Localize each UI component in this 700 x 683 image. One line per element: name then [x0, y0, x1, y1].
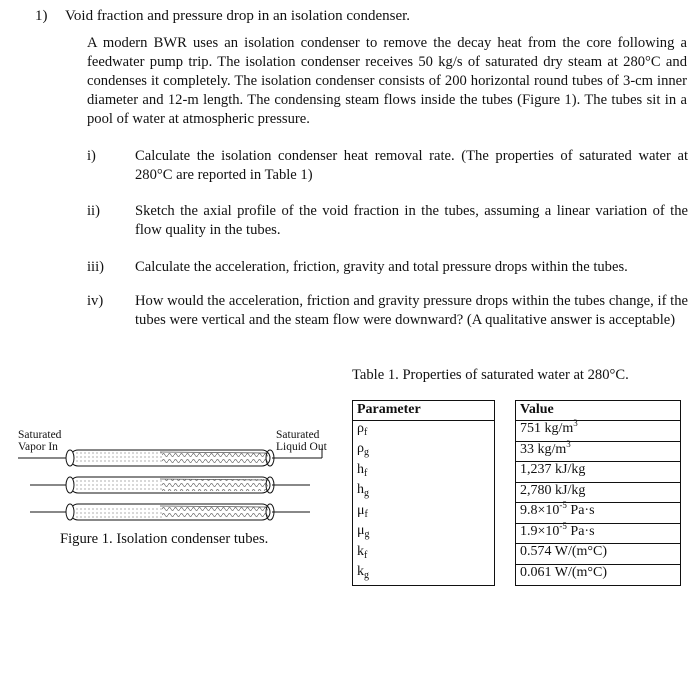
table-row [353, 441, 681, 462]
parameter-cell [353, 523, 495, 544]
parameter-subscript: f [364, 467, 368, 479]
problem-heading [35, 8, 410, 25]
parameter-cell [353, 462, 495, 483]
question-text: Calculate the acceleration, friction, gravity and total pressure drops within the tubes. [135, 259, 628, 275]
parameter-subscript: g [364, 447, 369, 458]
value-text: 1,237 kJ/kg [520, 462, 586, 477]
value-cell [516, 564, 681, 585]
parameter-symbol: ρ [357, 441, 364, 456]
problem-intro: A modern BWR uses an isolation condenser to remove the decay heat from the core following a feedwater pump trip. The isolation condenser receives 50 kg/s of saturated dry steam at 280°C and condenses it completely. The isolation condenser consists of 200 horizontal round tubes of 3-cm inner diameter and 12-m length. The condensing steam flows inside the tubes (Figure 1). The tubes sit in a pool of water at atmospheric pressure. [87, 35, 687, 127]
value-cell [516, 462, 681, 483]
question-label: ii) [87, 203, 100, 219]
parameter-symbol: h [357, 461, 364, 477]
parameter-symbol: k [357, 564, 364, 579]
value-cell [516, 520, 681, 544]
value-cell [516, 500, 681, 524]
condenser-tube [66, 504, 274, 520]
problem-title: Void fraction and pressure drop in an isolation condenser. [65, 8, 411, 24]
parameter-cell [353, 420, 495, 441]
label-line: Vapor In [18, 441, 58, 453]
parameter-cell [353, 441, 495, 462]
table-row [353, 482, 681, 503]
value-text: 1.9×10 [520, 523, 560, 539]
parameter-subscript: g [364, 488, 369, 499]
value-unit: Pa·s [566, 523, 595, 539]
table-row [353, 420, 681, 441]
properties-table [352, 400, 681, 586]
table-header-parameter: Parameter [353, 401, 495, 421]
table-row [353, 523, 681, 544]
label-line: Liquid Out [276, 441, 327, 453]
question-text: Calculate the isolation condenser heat removal rate. (The properties of saturated water at 280°C are reported in Table 1) [135, 148, 688, 183]
parameter-symbol: μ [357, 523, 365, 538]
table-row [353, 544, 681, 565]
value-exponent: -5 [559, 520, 567, 531]
value-cell [516, 482, 681, 503]
value-exponent: -5 [559, 500, 567, 510]
question-label: iii) [87, 259, 105, 275]
parameter-subscript: f [364, 508, 368, 520]
condenser-tube [66, 477, 274, 493]
question-label: i) [87, 148, 96, 164]
parameter-subscript: g [364, 529, 370, 540]
value-cell [516, 438, 681, 462]
parameter-subscript: f [364, 549, 368, 561]
value-text: 33 kg/m [520, 441, 567, 457]
table-row [353, 564, 681, 585]
problem-number: 1) [35, 8, 48, 24]
parameter-subscript: g [364, 570, 369, 581]
value-exponent: 3 [573, 417, 578, 428]
table-row [353, 503, 681, 524]
label-line: Saturated [276, 429, 320, 441]
parameter-cell [353, 564, 495, 585]
question-text: Sketch the axial profile of the void fraction in the tubes, assuming a linear variation of the flow quality in the tubes. [135, 203, 688, 238]
parameter-symbol: k [357, 543, 364, 559]
value-text: 751 kg/m [520, 420, 574, 436]
parameter-subscript: f [364, 426, 368, 438]
parameter-cell [353, 503, 495, 524]
label-line: Saturated [18, 429, 62, 441]
condenser-tubes-figure [0, 440, 340, 525]
value-text: 0.574 W/(m°C) [520, 544, 608, 559]
value-cell [516, 417, 681, 441]
condenser-tube [66, 450, 274, 466]
value-exponent: 3 [566, 438, 571, 449]
table-row [353, 462, 681, 483]
parameter-symbol: ρ [357, 420, 364, 436]
parameter-symbol: h [357, 482, 364, 497]
parameter-cell [353, 482, 495, 503]
figure-caption: Figure 1. Isolation condenser tubes. [60, 531, 269, 547]
table-header-value: Value [516, 401, 681, 421]
value-text: 2,780 kJ/kg [520, 482, 586, 498]
question-text: How would the acceleration, friction and gravity pressure drops within the tubes change, if the tubes were vertical and the steam flow were downward? (A qualitative answer is acceptable) [135, 293, 688, 328]
table-caption: Table 1. Properties of saturated water at 280°C. [352, 367, 629, 383]
value-text: 0.061 W/(m°C) [520, 564, 608, 580]
value-unit: Pa·s [566, 503, 595, 518]
parameter-cell [353, 544, 495, 565]
value-cell [516, 544, 681, 565]
parameter-symbol: μ [357, 502, 365, 518]
value-text: 9.8×10 [520, 503, 560, 518]
question-label: iv) [87, 293, 104, 309]
